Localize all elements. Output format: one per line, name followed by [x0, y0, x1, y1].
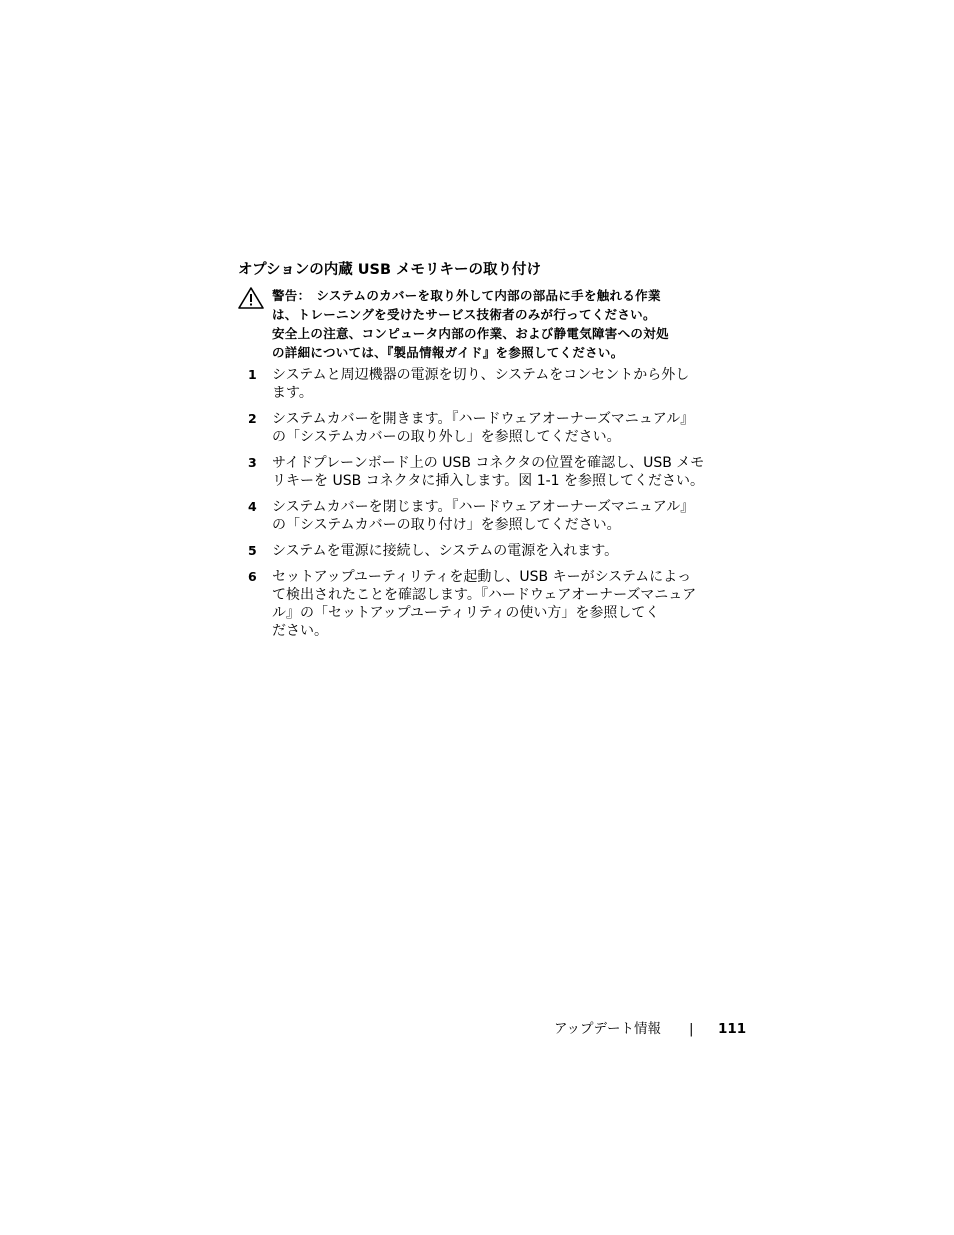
- step-text: システムカバーを閉じます。『ハードウェアオーナーズマニュアル』: [272, 499, 695, 515]
- warning-line: は、トレーニングを受けたサービス技術者のみが行ってください。: [272, 307, 656, 322]
- step-number: 2: [248, 411, 257, 426]
- warning-line: 警告： システムのカバーを取り外して内部の部品に手を触れる作業: [272, 288, 661, 303]
- footer-section-name: アップデート情報: [554, 1021, 662, 1037]
- section-heading: オプションの内蔵 USB メモリキーの取り付け: [238, 262, 542, 278]
- step-text: て検出されたことを確認します。『ハードウェアオーナーズマニュア: [272, 587, 697, 603]
- step-text: セットアップユーティリティを起動し、USB キーがシステムによっ: [272, 569, 692, 585]
- warning-triangle-icon: [237, 286, 265, 310]
- step-text: の「システムカバーの取り付け」を参照してください。: [272, 517, 621, 533]
- step-text: ださい。: [272, 623, 328, 639]
- step-number: 1: [248, 367, 257, 382]
- step-number: 3: [248, 455, 257, 470]
- step-text: システムと周辺機器の電源を切り、システムをコンセントから外し: [272, 367, 690, 383]
- warning-line: の詳細については、『製品情報ガイド』を参照してください。: [272, 345, 624, 360]
- step-text: の「システムカバーの取り外し」を参照してください。: [272, 429, 621, 445]
- step-item: [238, 410, 758, 446]
- step-item: [238, 568, 758, 640]
- step-text: ます。: [272, 385, 313, 401]
- step-item: [238, 542, 758, 560]
- step-item: [238, 498, 758, 534]
- step-text: サイドプレーンボード上の USB コネクタの位置を確認し、USB メモ: [272, 455, 705, 471]
- step-item: [238, 366, 758, 402]
- step-number: 6: [248, 569, 257, 584]
- warning-label: 警告：: [272, 288, 311, 303]
- warning-line: 安全上の注意、コンピュータ内部の作業、および静電気障害への対処: [272, 326, 669, 341]
- step-text: システムを電源に接続し、システムの電源を入れます。: [272, 543, 619, 559]
- page-number: 111: [718, 1021, 747, 1037]
- warning-text: [272, 286, 742, 362]
- step-item: [238, 454, 758, 490]
- step-number: 4: [248, 499, 257, 514]
- procedure-steps: [238, 366, 758, 648]
- step-number: 5: [248, 543, 257, 558]
- step-text: ル』の「セットアップユーティリティの使い方」を参照してく: [272, 605, 660, 621]
- step-text: リキーを USB コネクタに挿入します。図 1-1 を参照してください。: [272, 473, 705, 489]
- footer-divider: |: [689, 1021, 694, 1037]
- step-text: システムカバーを開きます。『ハードウェアオーナーズマニュアル』: [272, 411, 695, 427]
